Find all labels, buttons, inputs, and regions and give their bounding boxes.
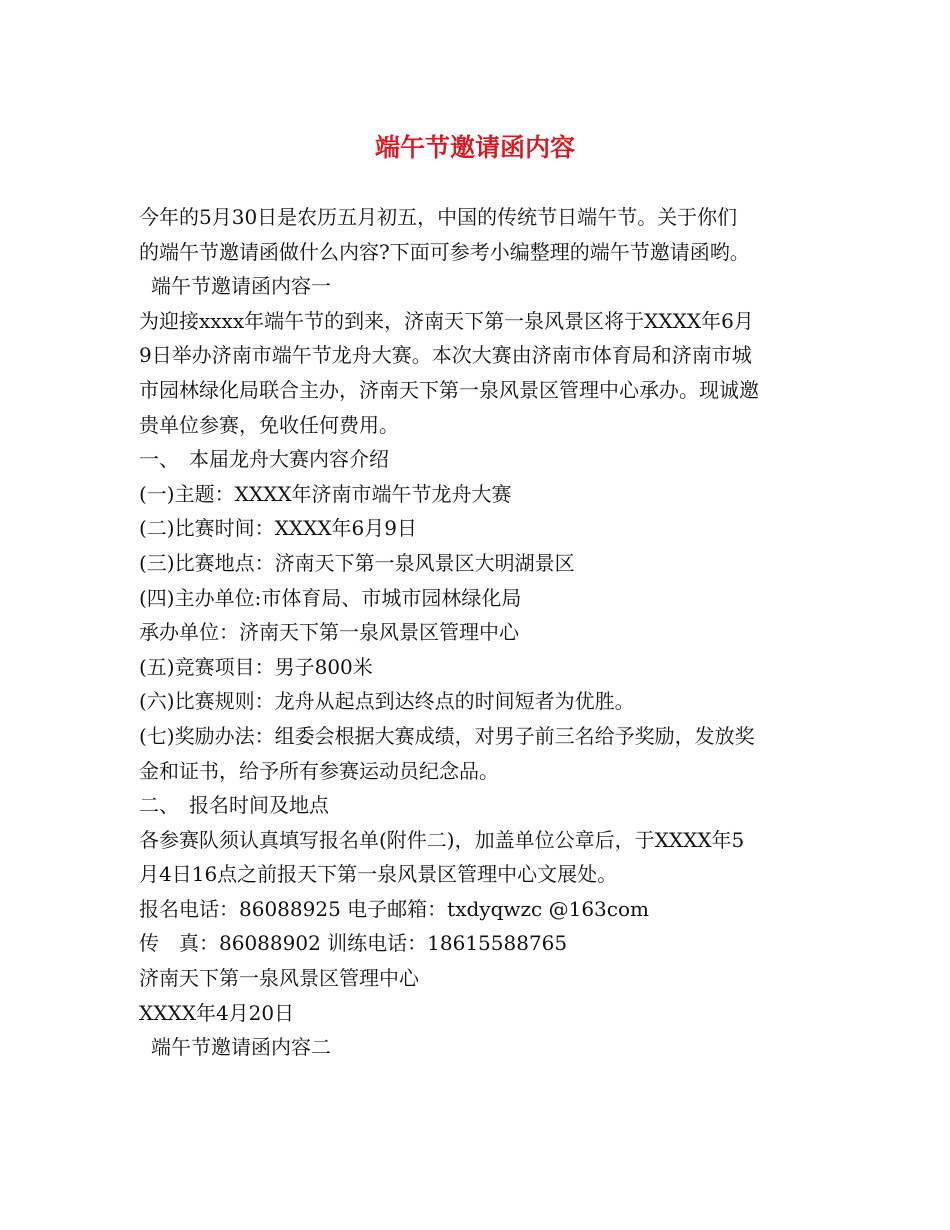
list-item: 承办单位：济南天下第一泉风景区管理中心 [139,620,519,645]
document-title: 端午节邀请函内容 [374,133,575,162]
list-item: (七)奖励办法：组委会根据大赛成绩，对男子前三名给予奖励，发放奖 [139,723,755,748]
paragraph-line: 各参赛队须认真填写报名单(附件二)，加盖单位公章后，于XXXX年5 [139,827,745,852]
contact-line: 报名电话：86088925 电子邮箱：txdyqwzc @163com [139,896,649,921]
document-body [139,200,829,1065]
paragraph-line: 市园林绿化局联合主办，济南天下第一泉风景区管理中心承办。现诚邀 [139,377,759,402]
signature-organization: 济南天下第一泉风景区管理中心 [139,966,419,991]
list-item: (三)比赛地点：济南天下第一泉风景区大明湖景区 [139,550,575,575]
paragraph-line: 的端午节邀请函做什么内容?下面可参考小编整理的端午节邀请函哟。 [139,239,750,264]
list-item: (一)主题：XXXX年济南市端午节龙舟大赛 [139,481,512,506]
list-item: 金和证书，给予所有参赛运动员纪念品。 [139,758,499,783]
paragraph-line: 9日举办济南市端午节龙舟大赛。本次大赛由济南市体育局和济南市城 [139,343,752,368]
paragraph-line: 月4日16点之前报天下第一泉风景区管理中心文展处。 [139,862,618,887]
paragraph-line: 今年的5月30日是农历五月初五，中国的传统节日端午节。关于你们 [139,205,738,229]
section-heading: 一、 本届龙舟大赛内容介绍 [139,447,389,472]
paragraph-line: 为迎接xxxx年端午节的到来，济南天下第一泉风景区将于XXXX年6月 [139,308,754,333]
section-heading: 端午节邀请函内容二 [151,1035,331,1060]
list-item: (五)竞赛项目：男子800米 [139,654,373,679]
contact-line: 传 真：86088902 训练电话：18615588765 [139,931,568,956]
list-item: (六)比赛规则：龙舟从起点到达终点的时间短者为优胜。 [139,689,635,714]
list-item: (二)比赛时间：XXXX年6月9日 [139,516,418,541]
signature-date: XXXX年4月20日 [139,1000,295,1025]
list-item: (四)主办单位:市体育局、市城市园林绿化局 [139,585,522,610]
section-heading: 二、 报名时间及地点 [139,793,329,818]
section-heading: 端午节邀请函内容一 [151,274,331,299]
paragraph-line: 贵单位参赛，免收任何费用。 [139,412,399,437]
